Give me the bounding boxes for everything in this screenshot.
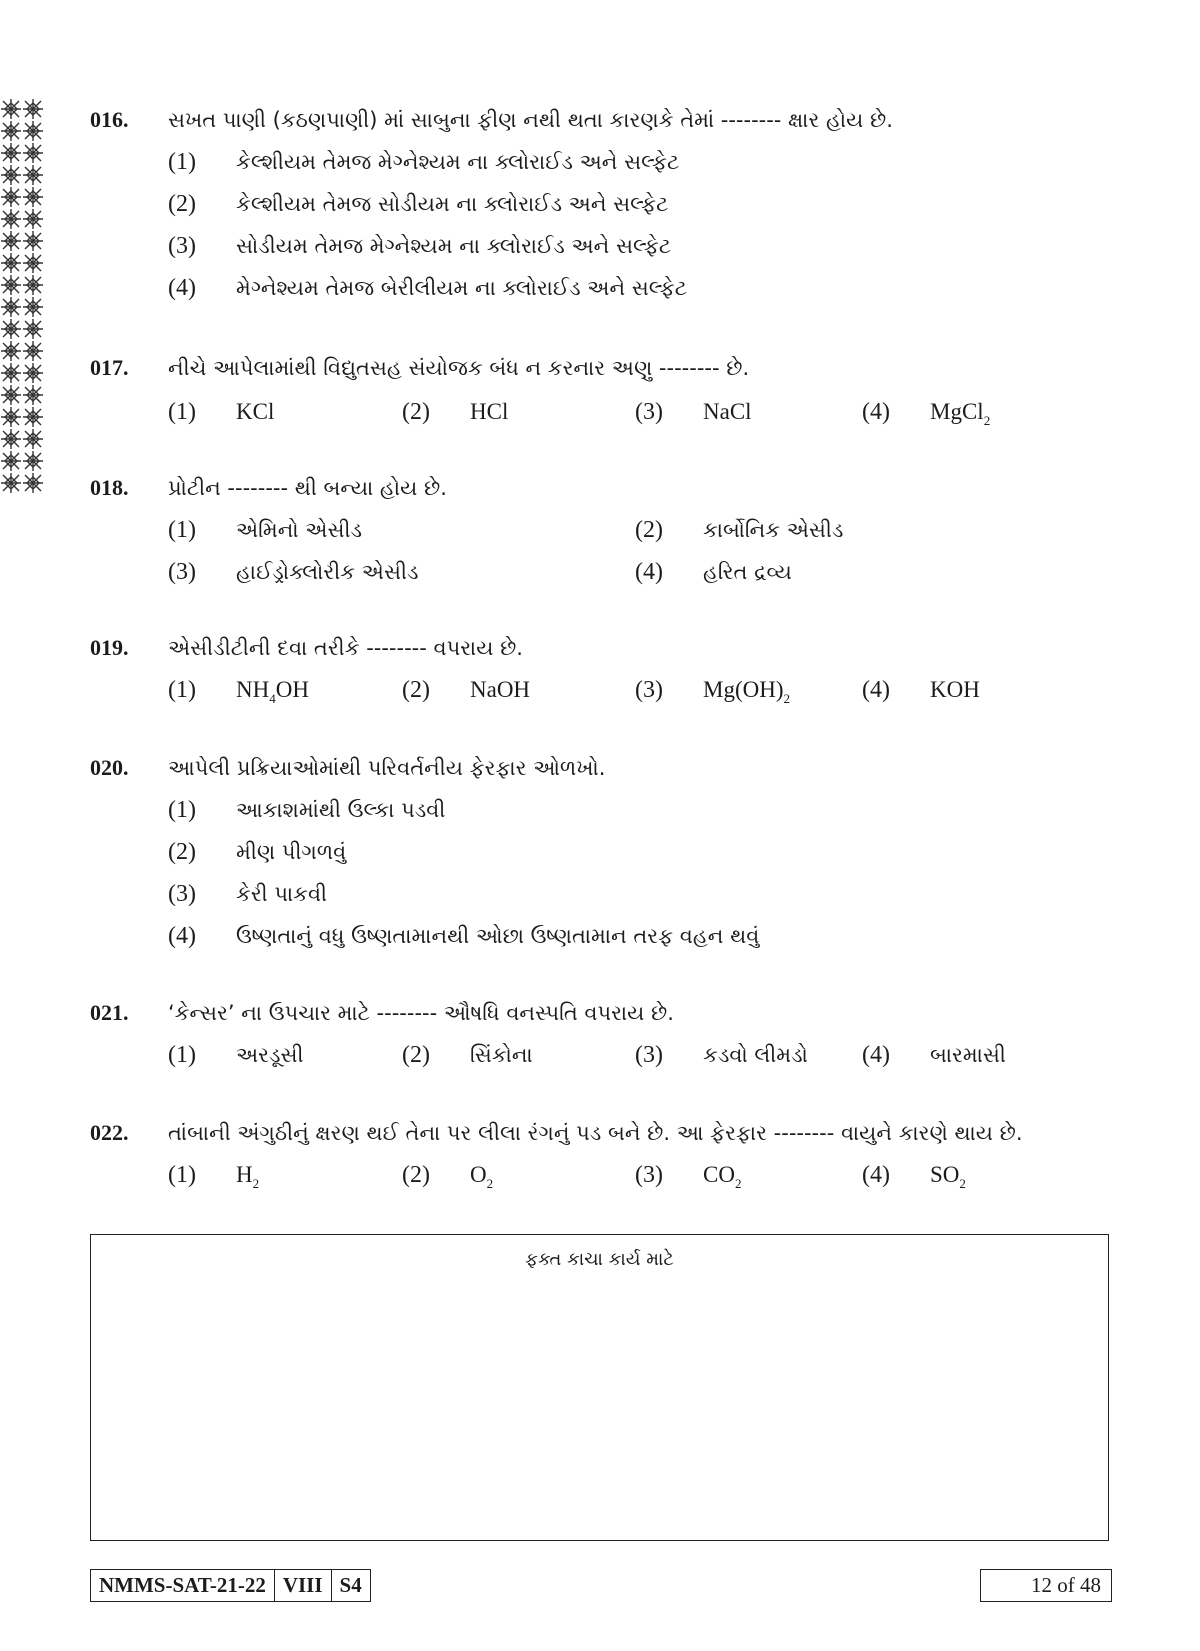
option-text: ઉષ્ણતાનું વધુ ઉષ્ણતામાનથી ઓછા ઉષ્ણતામાન તરફ વહન થવું (236, 924, 760, 948)
question-text: તાંબાની અંગુઠીનું ક્ષરણ થઈ તેના પર લીલા રંગનું પડ બને છે. આ ફેરફાર -------- વાયુને કારણે થાય છે. (168, 1121, 1023, 1145)
rough-work-label: ફક્ત કાચા કાર્ય માટે (525, 1249, 674, 1270)
option-text: સોડીયમ તેમજ મેગ્નેશ્યમ ના ક્લોરાઈડ અને સલ્ફેટ (236, 234, 672, 258)
formula-base: O (470, 1162, 487, 1187)
option-number: (4) (862, 399, 890, 425)
option-text (930, 392, 990, 432)
option-number: (3) (635, 1162, 663, 1188)
question-text: સખત પાણી (કઠણપાણી) માં સાબુના ફીણ નથી થતા કારણકે તેમાં -------- ક્ષાર હોય છે. (168, 108, 893, 132)
formula-base: MgCl (930, 399, 984, 424)
option-text (236, 670, 309, 710)
rough-work-box (90, 1234, 1109, 1541)
option-text: KOH (930, 677, 980, 702)
option-number: (4) (862, 1162, 890, 1188)
question-number: 022. (90, 1120, 129, 1145)
option-number: (2) (635, 517, 663, 543)
question-text: આપેલી પ્રક્રિયાઓમાંથી પરિવર્તનીય ફેરફાર ઓળખો. (168, 756, 606, 780)
question-017 (90, 348, 1170, 428)
option-text (703, 670, 790, 710)
option-number: (4) (635, 559, 663, 585)
formula-base: CO (703, 1162, 735, 1187)
formula-base: SO (930, 1162, 960, 1187)
option-number: (2) (402, 399, 430, 425)
question-text: ‘કેન્સર’ ના ઉપચાર માટે -------- ઔષધિ વનસ્પતિ વપરાય છે. (168, 1001, 674, 1025)
option-text: અરડૂસી (236, 1043, 304, 1067)
option-text: કાર્બોનિક એસીડ (703, 518, 844, 542)
option-number: (1) (168, 1042, 196, 1068)
formula-subscript: 2 (734, 1176, 742, 1191)
option-text: સિંકોના (470, 1043, 533, 1067)
formula-base: NH (236, 677, 270, 702)
question-text: એસીડીટીની દવા તરીકે -------- વપરાય છે. (168, 636, 523, 660)
question-016 (90, 100, 1170, 301)
question-text: પ્રોટીન -------- થી બન્યા હોય છે. (168, 476, 447, 500)
formula-subscript: 4 (269, 691, 276, 706)
option-number: (4) (862, 1042, 890, 1068)
option-text: કેલ્શીયમ તેમજ સોડીયમ ના ક્લોરાઈડ અને સલ્ફેટ (236, 192, 669, 216)
option-number: (2) (402, 1042, 430, 1068)
option-text: મીણ પીગળવું (236, 840, 347, 864)
option-number: (1) (168, 149, 196, 175)
option-number: (3) (635, 1042, 663, 1068)
question-number: 016. (90, 107, 129, 132)
option-text (930, 1155, 966, 1195)
option-number: (3) (635, 399, 663, 425)
option-text: મેગ્નેશ્યમ તેમજ બેરીલીયમ ના ક્લોરાઈડ અને સલ્ફેટ (236, 276, 687, 300)
option-text: કેરી પાકવી (236, 882, 328, 906)
option-text: KCl (236, 399, 275, 424)
question-number: 020. (90, 755, 129, 780)
option-text: હરિત દ્રવ્ય (703, 560, 792, 584)
option-number: (3) (635, 677, 663, 703)
question-number: 017. (90, 355, 129, 380)
question-019 (90, 628, 1170, 706)
option-text: આકાશમાંથી ઉલ્કા પડવી (236, 798, 446, 822)
formula-subscript: 2 (252, 1176, 260, 1191)
formula-subscript: 2 (486, 1176, 494, 1191)
option-text (470, 1155, 493, 1195)
option-number: (1) (168, 399, 196, 425)
formula-subscript: 2 (959, 1176, 966, 1191)
exam-set: S4 (339, 1573, 362, 1597)
option-number: (1) (168, 797, 196, 823)
option-number: (2) (402, 677, 430, 703)
formula-subscript: 2 (983, 413, 991, 428)
footer-exam-code (90, 1569, 371, 1602)
option-number: (3) (168, 559, 196, 585)
question-022 (90, 1113, 1170, 1191)
option-number: (2) (402, 1162, 430, 1188)
question-020 (90, 748, 1170, 949)
option-text: HCl (470, 399, 509, 424)
option-number: (4) (168, 275, 196, 301)
option-number: (4) (168, 923, 196, 949)
option-text (703, 1155, 741, 1195)
question-number: 018. (90, 475, 129, 500)
exam-standard: VIII (275, 1570, 332, 1601)
option-text: હાઈડ્રોક્લોરીક એસીડ (236, 560, 419, 584)
question-021 (90, 993, 1170, 1068)
option-text: કેલ્શીયમ તેમજ મેગ્નેશ્યમ ના ક્લોરાઈડ અને સલ્ફેટ (236, 150, 680, 174)
option-text: NaOH (470, 677, 531, 702)
page-number: 12 of 48 (980, 1569, 1112, 1602)
option-number: (1) (168, 1162, 196, 1188)
option-number: (1) (168, 517, 196, 543)
question-number: 019. (90, 635, 129, 660)
option-text: એમિનો એસીડ (236, 518, 362, 542)
question-018 (90, 468, 1170, 585)
exam-code: NMMS-SAT-21-22 (91, 1570, 275, 1601)
option-text: બારમાસી (930, 1043, 1006, 1067)
decorative-border (0, 98, 44, 494)
option-text (236, 1155, 259, 1195)
option-number: (4) (862, 677, 890, 703)
formula-subscript: 2 (783, 691, 790, 706)
question-text: નીચે આપેલામાંથી વિદ્યુતસહ સંયોજક બંધ ન કરનાર અણુ -------- છે. (168, 356, 750, 380)
formula-suffix: OH (275, 677, 309, 702)
option-number: (3) (168, 881, 196, 907)
option-number: (2) (168, 839, 196, 865)
option-number: (3) (168, 233, 196, 259)
option-text: NaCl (703, 399, 752, 424)
formula-base: Mg(OH) (703, 677, 784, 702)
formula-base: H (236, 1162, 253, 1187)
question-number: 021. (90, 1000, 129, 1025)
option-number: (2) (168, 191, 196, 217)
option-number: (1) (168, 677, 196, 703)
option-text: કડવો લીમડો (703, 1043, 808, 1067)
